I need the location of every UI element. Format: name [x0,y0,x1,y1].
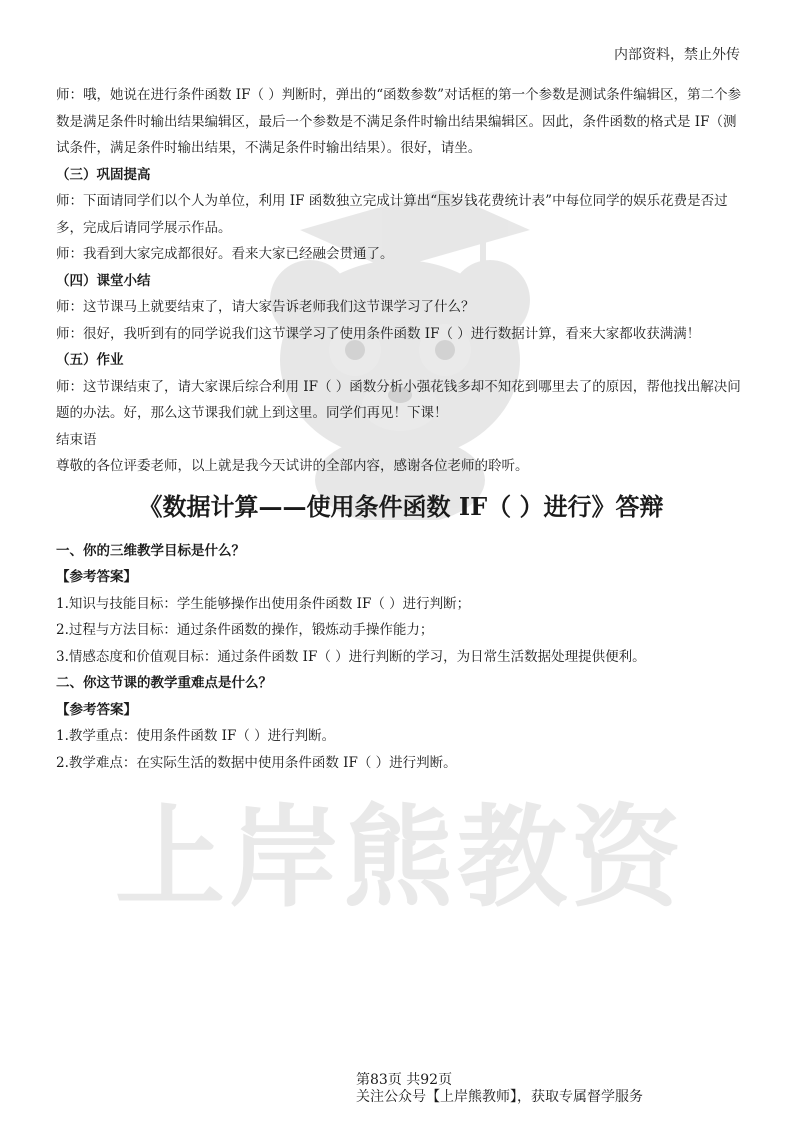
closing-heading: 结束语 [56,431,97,448]
answer-item: 1.教学重点：使用条件函数 IF（ ）进行判断。 [56,728,336,744]
paragraph: 师：哦，她说在进行条件函数 IF（ ）判断时，弹出的“函数参数”对话框的第一个参数是测试条件编辑区，第二个参数是满足条件时输出结果编辑区，最后一个参数是不满足条件时输出结果编辑区。因此，条件函数的格式是 IF（测试条件，满足条件时输出结果，不满足条件时输出结果）。很好，请坐。 [56,87,742,156]
paragraph: 师：这节课马上就要结束了，请大家告诉老师我们这节课学习了什么？ [56,299,475,315]
section-heading: （三）巩固提高 [56,166,151,183]
answer-item: 3.情感态度和价值观目标：通过条件函数 IF（ ）进行判断的学习，为日常生活数据处理提供便利。 [56,648,646,665]
page-number: 第83页 共92页 [356,1072,453,1088]
answer-label: 【参考答案】 [56,701,137,718]
answer-item: 2.过程与方法目标：通过条件函数的操作，锻炼动手操作能力； [56,622,434,638]
section-heading: （五）作业 [56,352,124,368]
header-note: 内部资料，禁止外传 [614,47,740,63]
paragraph: 师：我看到大家完成都很好。看来大家已经融会贯通了。 [56,246,394,262]
paragraph: 尊敬的各位评委老师，以上就是我今天试讲的全部内容，感谢各位老师的聆听。 [56,458,529,474]
footer-promo: 关注公众号【上岸熊教师】，获取专属督学服务 [356,1089,643,1105]
page-footer [356,1072,756,1106]
section-heading: （四）课堂小结 [56,272,151,289]
question-heading: 二、你这节课的教学重难点是什么？ [56,675,272,691]
paragraph: 师：下面请同学们以个人为单位，利用 IF 函数独立完成计算出“压岁钱花费统计表”中每位同学的娱乐花费是否过多，完成后请同学展示作品。 [56,193,728,236]
watermark-text: 上岸熊教资 [115,794,685,922]
answer-item: 2.教学难点：在实际生活的数据中使用条件函数 IF（ ）进行判断。 [56,754,457,771]
paragraph: 师：这节课结束了，请大家课后综合利用 IF（ ）函数分析小强花钱多却不知花到哪里去了的原因，帮他找出解决问题的办法。好，那么这节课我们就上到这里。同学们再见！下课！ [56,378,741,421]
question-heading: 一、你的三维教学目标是什么？ [56,542,245,559]
paragraph: 师：很好，我听到有的同学说我们这节课学习了使用条件函数 IF（ ）进行数据计算，看来大家都收获满满！ [56,325,701,342]
document-body [56,82,746,776]
answer-label: 【参考答案】 [56,569,137,585]
answer-item: 1.知识与技能目标：学生能够操作出使用条件函数 IF（ ）进行判断； [56,595,471,612]
document-title: 《数据计算——使用条件函数 IF（ ）进行》答辩 [138,491,664,521]
